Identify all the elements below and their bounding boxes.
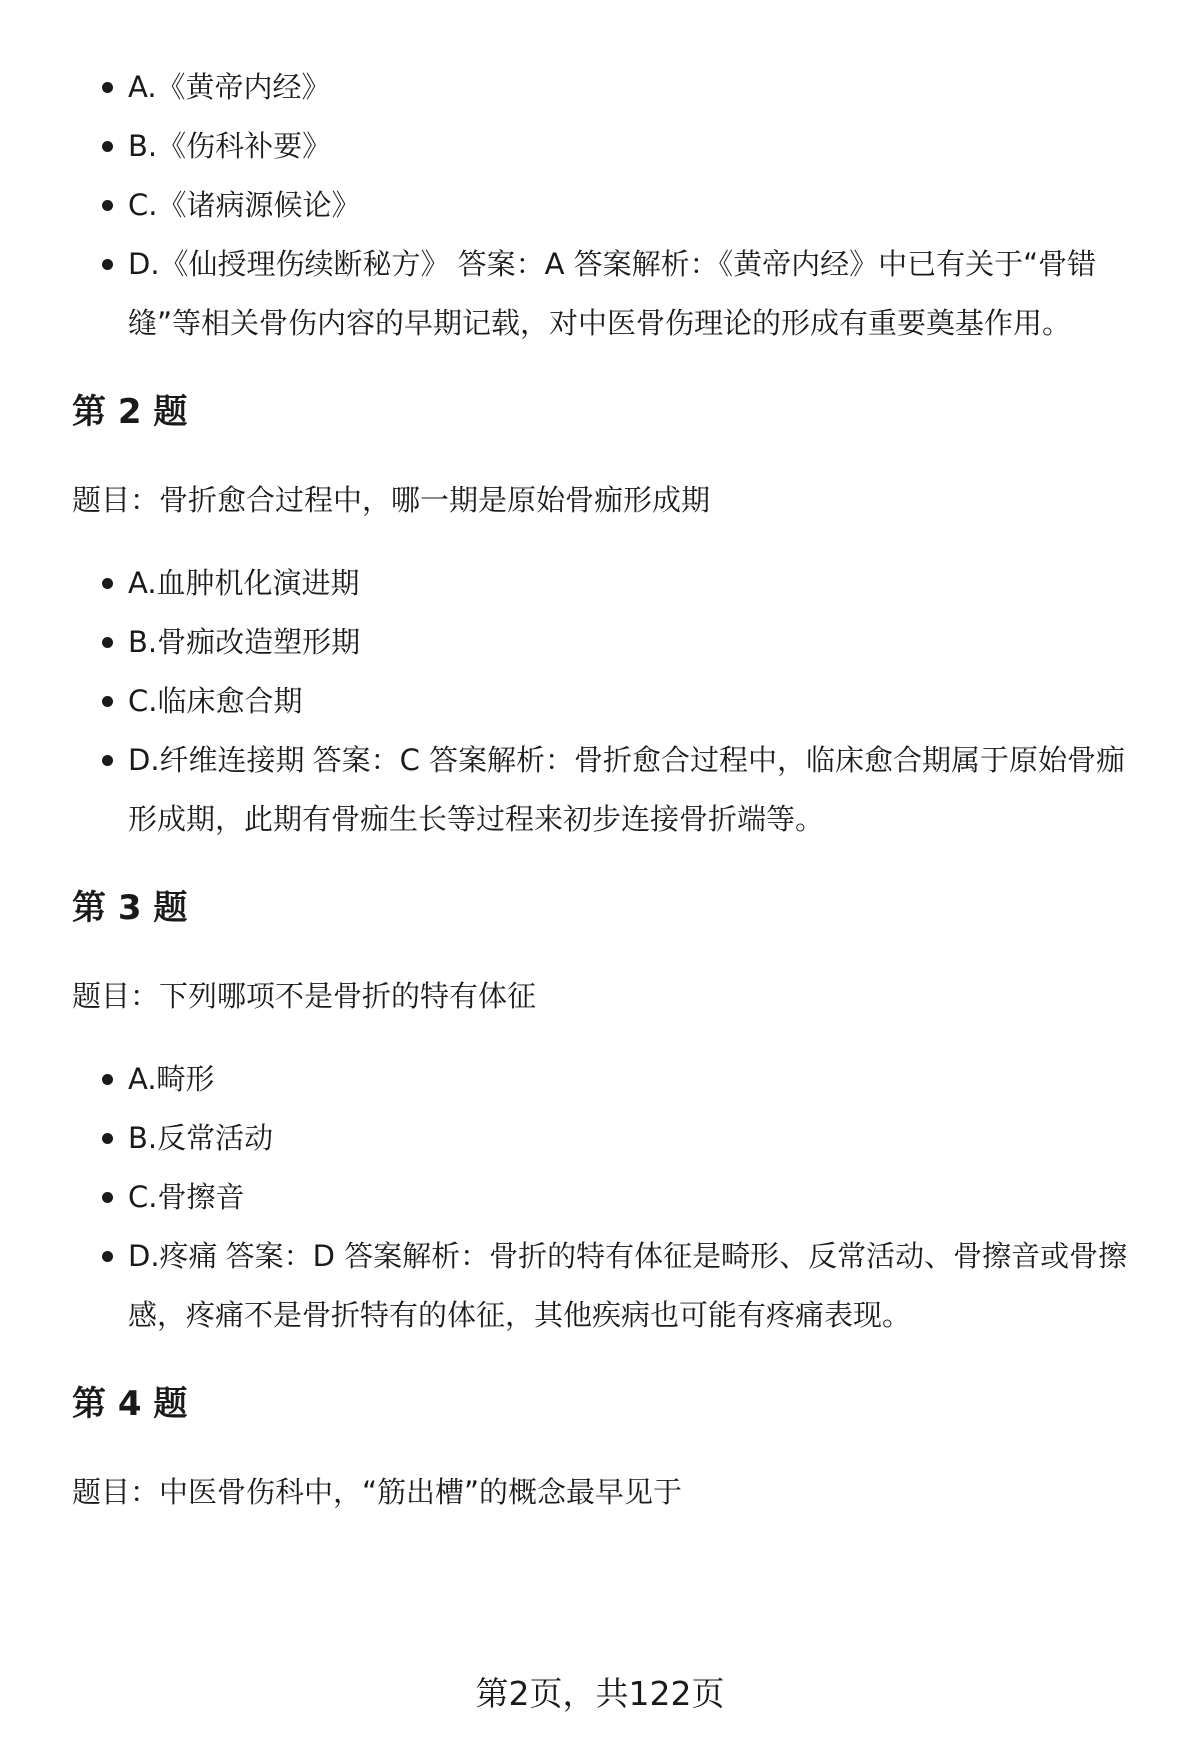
bullet-icon (102, 1192, 113, 1203)
q3-option-c: C.骨擦音 (72, 1168, 1152, 1227)
q3-option-a: A.畸形 (72, 1050, 1152, 1109)
q2-options (72, 554, 1152, 849)
bullet-icon (102, 259, 113, 270)
bullet-icon (102, 141, 113, 152)
q4-heading: 第 4 题 (72, 1384, 188, 1424)
page-footer: 第2页，共122页 (475, 1674, 725, 1713)
bullet-icon (102, 755, 113, 766)
bullet-icon (102, 1251, 113, 1262)
q2-option-b: B.骨痂改造塑形期 (72, 613, 1152, 672)
q3-stem: 题目：下列哪项不是骨折的特有体征 (72, 979, 537, 1013)
q3-options (72, 1050, 1152, 1345)
q2-option-c: C.临床愈合期 (72, 672, 1152, 731)
q2-answer-explanation: 答案：C 答案解析：骨折愈合过程中，临床愈合期属于原始骨痂形成期，此期有骨痂生长等过程来初步连接骨折端等。 (128, 743, 1126, 836)
q2-heading: 第 2 题 (72, 392, 188, 432)
bullet-icon (102, 696, 113, 707)
q4-stem: 题目：中医骨伤科中，“筋出槽”的概念最早见于 (72, 1475, 683, 1509)
q3-option-d: D.疼痛 答案：D 答案解析：骨折的特有体征是畸形、反常活动、骨擦音或骨擦感，疼痛不是骨折特有的体征，其他疾病也可能有疼痛表现。 (72, 1227, 1152, 1345)
q1-options (72, 58, 1152, 353)
bullet-icon (102, 578, 113, 589)
bullet-icon (102, 1074, 113, 1085)
q1-option-c: C.《诸病源候论》 (72, 176, 1152, 235)
q2-option-a: A.血肿机化演进期 (72, 554, 1152, 613)
page-content (72, 58, 1152, 1516)
bullet-icon (102, 82, 113, 93)
bullet-icon (102, 200, 113, 211)
q3-option-b: B.反常活动 (72, 1109, 1152, 1168)
bullet-icon (102, 1133, 113, 1144)
q3-answer-explanation: 答案：D 答案解析：骨折的特有体征是畸形、反常活动、骨擦音或骨擦感，疼痛不是骨折特有的体征，其他疾病也可能有疼痛表现。 (128, 1239, 1128, 1332)
q1-answer-explanation: 答案：A 答案解析：《黄帝内经》中已有关于“骨错缝”等相关骨伤内容的早期记载，对中医骨伤理论的形成有重要奠基作用。 (128, 247, 1097, 340)
q1-option-a: A.《黄帝内经》 (72, 58, 1152, 117)
bullet-icon (102, 637, 113, 648)
q3-heading: 第 3 题 (72, 888, 188, 928)
q2-option-d: D.纤维连接期 答案：C 答案解析：骨折愈合过程中，临床愈合期属于原始骨痂形成期，此期有骨痂生长等过程来初步连接骨折端等。 (72, 731, 1152, 849)
q1-option-d: D.《仙授理伤续断秘方》 答案：A 答案解析：《黄帝内经》中已有关于“骨错缝”等相关骨伤内容的早期记载，对中医骨伤理论的形成有重要奠基作用。 (72, 235, 1152, 353)
q1-option-b: B.《伤科补要》 (72, 117, 1152, 176)
q2-stem: 题目：骨折愈合过程中，哪一期是原始骨痂形成期 (72, 483, 711, 517)
